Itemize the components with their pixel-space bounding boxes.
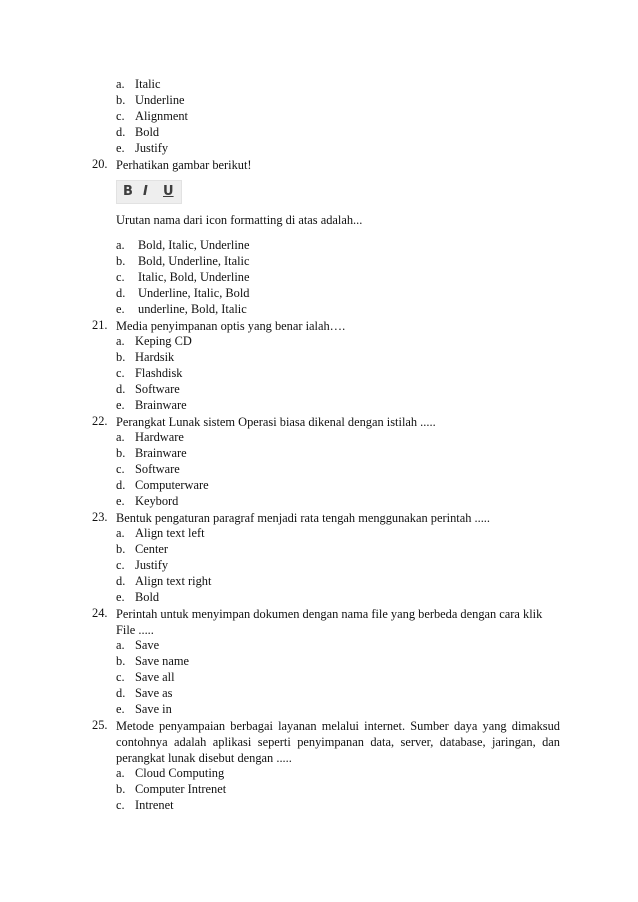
q25-question-line1: Metode penyampaian berbagai layanan melalui internet. Sumber daya yang dimaksud [116,719,560,733]
q19-option-a: Italic [135,77,161,91]
q21-option-c-letter: c. [116,366,125,380]
q25-option-b: Computer Intrenet [135,782,227,796]
q23-option-c-letter: c. [116,558,125,572]
q23-question: Bentuk pengaturan paragraf menjadi rata tengah menggunakan perintah ..... [116,511,490,525]
italic-icon: I [143,184,148,199]
q25-option-a-letter: a. [116,766,125,780]
q21-option-a-letter: a. [116,334,125,348]
q20-option-c: Italic, Bold, Underline [138,270,250,284]
q23-option-b: Center [135,542,169,556]
q21-option-e-letter: e. [116,398,125,412]
bold-icon: B [123,184,133,199]
q24-question-line1: Perintah untuk menyimpan dokumen dengan nama file yang berbeda dengan cara klik [116,607,543,621]
q21-option-c: Flashdisk [135,366,183,380]
q24-option-a: Save [135,638,160,652]
q24-option-b: Save name [135,654,190,668]
q20-option-d-letter: d. [116,286,126,300]
underline-icon: U [163,184,174,199]
q23-option-b-letter: b. [116,542,126,556]
q22-option-d: Computerware [135,478,209,492]
q22-option-b-letter: b. [116,446,126,460]
q22-option-c: Software [135,462,180,476]
q23-option-d: Align text right [135,574,212,588]
q20-option-e-letter: e. [116,302,125,316]
q25-question-line2: contohnya adalah aplikasi seperti penyimpanan data, server, database, jaringan, dan [116,735,560,749]
q22-option-d-letter: d. [116,478,126,492]
q21-number: 21. [92,318,108,332]
q19-option-c-letter: c. [116,109,125,123]
q20-question: Perhatikan gambar berikut! [116,158,252,172]
q20-option-b-letter: b. [116,254,126,268]
q23-option-c: Justify [135,558,169,572]
q23-option-a: Align text left [135,526,205,540]
q25-question-line3: perangkat lunak disebut dengan ..... [116,751,292,765]
q25-option-c-letter: c. [116,798,125,812]
q23-option-d-letter: d. [116,574,126,588]
q20-number: 20. [92,157,108,171]
q22-option-b: Brainware [135,446,187,460]
q20-option-a: Bold, Italic, Underline [138,238,250,252]
q25-option-a: Cloud Computing [135,766,225,780]
q24-option-a-letter: a. [116,638,125,652]
q19-option-b: Underline [135,93,185,107]
q24-option-b-letter: b. [116,654,126,668]
q22-option-c-letter: c. [116,462,125,476]
q20-option-d: Underline, Italic, Bold [138,286,250,300]
q21-option-e: Brainware [135,398,187,412]
q24-option-c-letter: c. [116,670,125,684]
q22-option-a-letter: a. [116,430,125,444]
q23-option-a-letter: a. [116,526,125,540]
q20-prompt: Urutan nama dari icon formatting di atas adalah... [116,213,363,227]
q23-option-e-letter: e. [116,590,125,604]
q20-option-a-letter: a. [116,238,125,252]
q21-option-d-letter: d. [116,382,126,396]
q22-question: Perangkat Lunak sistem Operasi biasa dikenal dengan istilah ..... [116,415,436,429]
q23-number: 23. [92,510,108,524]
q20-option-c-letter: c. [116,270,125,284]
q23-option-e: Bold [135,590,160,604]
q24-question-line2: File ..... [116,623,154,637]
q24-option-d-letter: d. [116,686,126,700]
q20-option-b: Bold, Underline, Italic [138,254,250,268]
q22-option-a: Hardware [135,430,184,444]
q19-option-e-letter: e. [116,141,125,155]
q21-option-d: Software [135,382,180,396]
q19-option-d-letter: d. [116,125,126,139]
q25-number: 25. [92,718,108,732]
q25-option-b-letter: b. [116,782,126,796]
q24-option-c: Save all [135,670,175,684]
q22-option-e-letter: e. [116,494,125,508]
q21-option-b-letter: b. [116,350,126,364]
q19-option-d: Bold [135,125,160,139]
q19-option-b-letter: b. [116,93,126,107]
q24-option-d: Save as [135,686,173,700]
q20-option-e: underline, Bold, Italic [138,302,247,316]
q24-number: 24. [92,606,108,620]
q19-option-a-letter: a. [116,77,125,91]
q25-option-c: Intrenet [135,798,174,812]
q19-option-e: Justify [135,141,169,155]
q24-option-e: Save in [135,702,172,716]
q21-option-a: Keping CD [135,334,192,348]
q22-number: 22. [92,414,108,428]
q19-option-c: Alignment [135,109,188,123]
formatting-toolbar-image [116,180,182,204]
q21-question: Media penyimpanan optis yang benar ialah…. [116,319,346,333]
q22-option-e: Keybord [135,494,179,508]
q21-option-b: Hardsik [135,350,175,364]
q24-option-e-letter: e. [116,702,125,716]
